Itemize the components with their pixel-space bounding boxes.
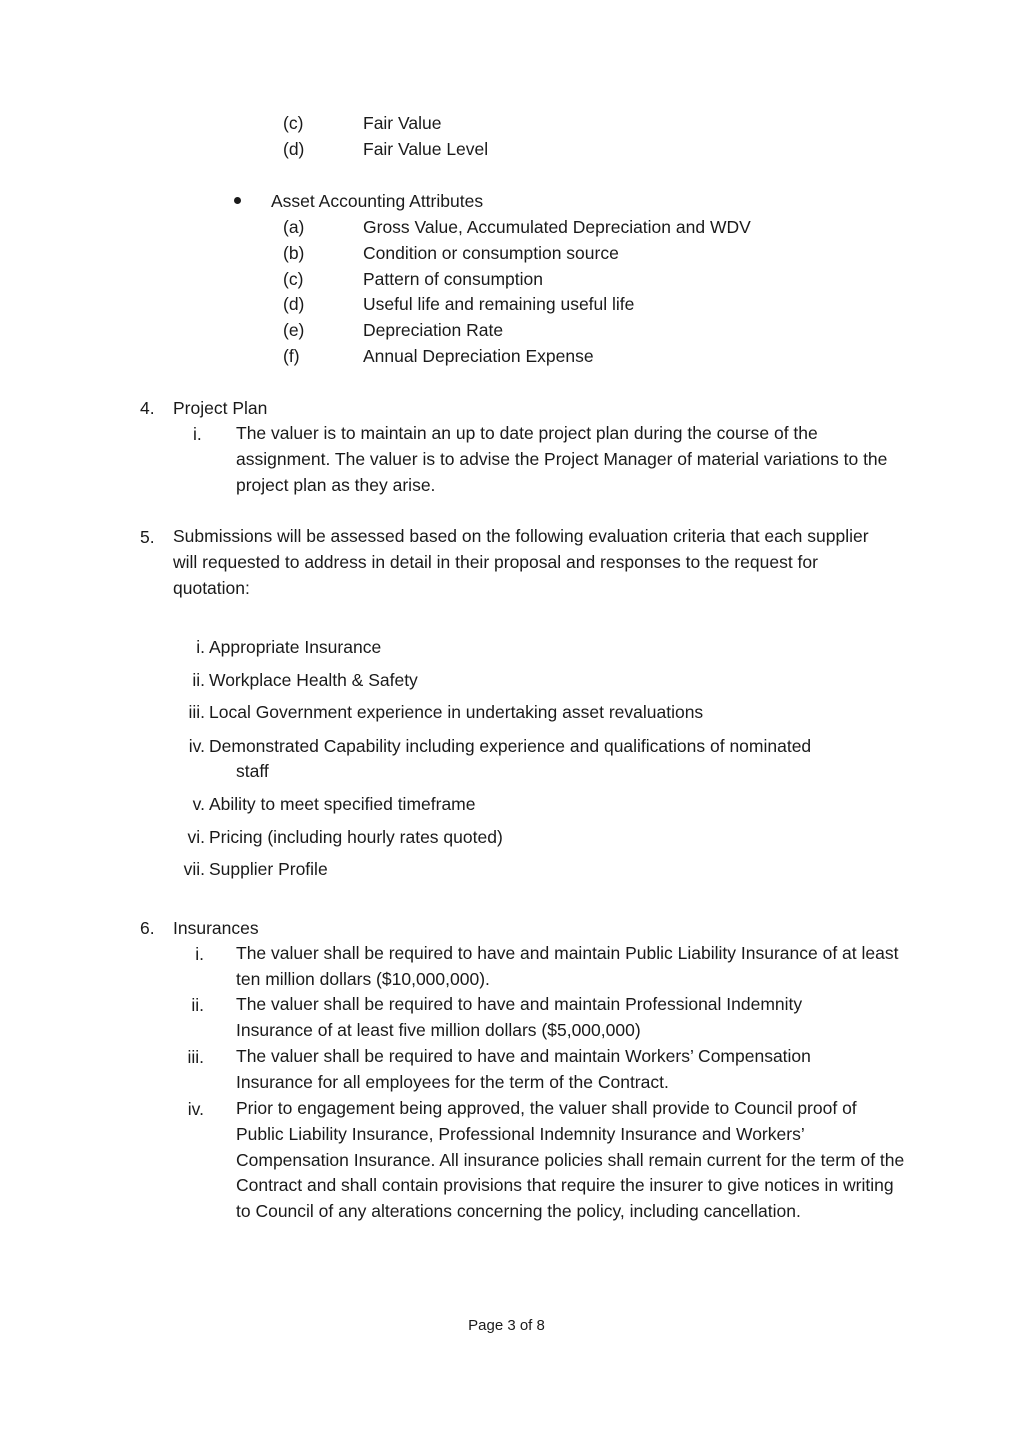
criteria-label: iii.	[188, 702, 205, 722]
criteria-label: v.	[192, 794, 205, 814]
criteria-text-continuation: staff	[236, 761, 269, 781]
asset-item-text: Condition or consumption source	[363, 243, 619, 263]
page-number-footer: Page 3 of 8	[468, 1317, 545, 1334]
fair-value-label-d: (d)	[283, 139, 305, 159]
insurance-item-label: iii.	[187, 1047, 204, 1067]
insurance-item-label: ii.	[191, 995, 204, 1015]
asset-item-label: (b)	[283, 243, 305, 263]
asset-accounting-title: Asset Accounting Attributes	[271, 191, 484, 211]
section-4-number: 4.	[140, 398, 155, 418]
fair-value-text-d: Fair Value Level	[363, 139, 489, 159]
section-4-title: Project Plan	[173, 398, 268, 418]
section-5-text: Submissions will be assessed based on the following evaluation criteria that each supplier will requested to address in detail in their proposal and responses to the request for quotation:	[173, 526, 869, 598]
section-4-item-label: i.	[193, 424, 202, 444]
asset-item-label: (d)	[283, 294, 305, 314]
fair-value-label-c: (c)	[283, 113, 304, 133]
criteria-text: Ability to meet specified timeframe	[209, 794, 476, 814]
asset-item-label: (f)	[283, 346, 300, 366]
insurance-item-label: iv.	[187, 1099, 204, 1119]
criteria-text: Appropriate Insurance	[209, 637, 382, 657]
section-6-title: Insurances	[173, 918, 259, 938]
asset-item-label: (c)	[283, 269, 304, 289]
asset-item-label: (e)	[283, 320, 305, 340]
asset-item-label: (a)	[283, 217, 305, 237]
section-5-number: 5.	[140, 527, 155, 547]
criteria-label: ii.	[192, 670, 205, 690]
insurance-item-text: The valuer shall be required to have and maintain Public Liability Insurance of at least ten million dollars ($10,000,000).	[236, 943, 899, 989]
criteria-label: vi.	[187, 827, 205, 847]
fair-value-text-c: Fair Value	[363, 113, 442, 133]
asset-item-text: Annual Depreciation Expense	[363, 346, 594, 366]
asset-item-text: Gross Value, Accumulated Depreciation and WDV	[363, 217, 751, 237]
criteria-label: i.	[196, 637, 205, 657]
criteria-text: Demonstrated Capability including experience and qualifications of nominated	[209, 736, 812, 756]
criteria-text: Pricing (including hourly rates quoted)	[209, 827, 503, 847]
criteria-text: Local Government experience in undertaking asset revaluations	[209, 702, 704, 722]
asset-item-text: Useful life and remaining useful life	[363, 294, 635, 314]
section-6-number: 6.	[140, 918, 155, 938]
insurance-item-label: i.	[195, 944, 204, 964]
criteria-text: Supplier Profile	[209, 859, 328, 879]
insurance-item-text: The valuer shall be required to have and maintain Professional Indemnity Insurance of at least five million dollars ($5,000,000)	[236, 994, 803, 1040]
criteria-label: vii.	[183, 859, 205, 879]
insurance-item-text: The valuer shall be required to have and maintain Workers’ Compensation Insurance for all employees for the term of the Contract.	[236, 1046, 811, 1092]
criteria-label: iv.	[188, 736, 205, 756]
criteria-text: Workplace Health & Safety	[209, 670, 418, 690]
section-4-item-text: The valuer is to maintain an up to date project plan during the course of the assignment. The valuer is to advise the Project Manager of material variations to the project plan as they arise.	[236, 423, 888, 495]
asset-item-text: Pattern of consumption	[363, 269, 543, 289]
insurance-item-text: Prior to engagement being approved, the valuer shall provide to Council proof of Public Liability Insurance, Professional Indemnity Insurance and Workers’ Compensation Insurance. All insurance policies shall remain current for the term of the Contract and shall contain provisions that require the insurer to give notices in writing to Council of any alterations concerning the policy, including cancellation.	[236, 1098, 905, 1222]
bullet-icon	[234, 197, 241, 204]
asset-item-text: Depreciation Rate	[363, 320, 504, 340]
